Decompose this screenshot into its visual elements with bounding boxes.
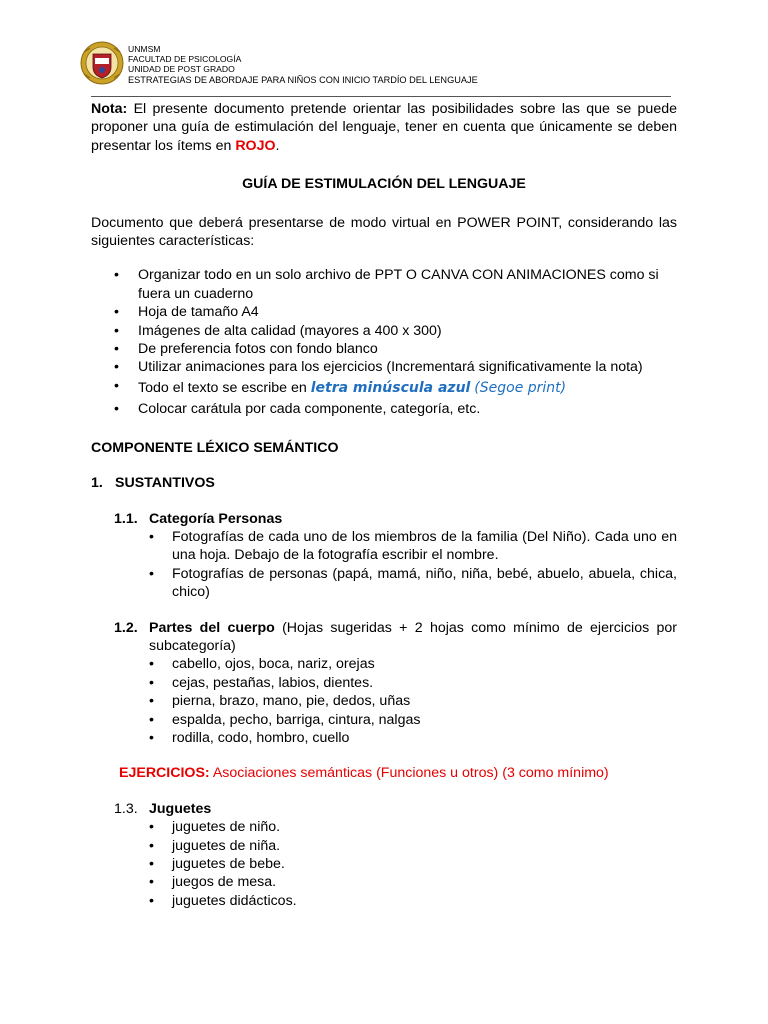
text-style-sample: letra minúscula azul bbox=[310, 379, 471, 396]
section-title: SUSTANTIVOS bbox=[115, 475, 215, 492]
header-course-title: ESTRATEGIAS DE ABORDAJE PARA NIÑOS CON INICIO TARDÍO DEL LENGUAJE bbox=[128, 75, 478, 85]
list-item: • cabello, ojos, boca, nariz, orejas bbox=[91, 655, 677, 673]
subsection-toys bbox=[91, 800, 677, 818]
header-institution bbox=[128, 44, 241, 74]
list-item: • Hoja de tamaño A4 bbox=[91, 303, 677, 321]
note-label: Nota: bbox=[91, 101, 128, 117]
subsection-title: Juguetes bbox=[149, 800, 212, 817]
subsection-title: Categoría Personas bbox=[149, 510, 283, 527]
note-paragraph bbox=[91, 100, 677, 155]
subsection-number: 1.2. bbox=[114, 619, 138, 636]
component-title: COMPONENTE LÉXICO SEMÁNTICO bbox=[91, 439, 339, 456]
subsection-description: (Hojas sugeridas + 2 hojas como mínimo de ejercicios por subcategoría) bbox=[149, 619, 677, 654]
document-body bbox=[91, 100, 677, 910]
exercises-note bbox=[91, 764, 677, 782]
header-divider bbox=[91, 96, 671, 97]
header-unit: UNIDAD DE POST GRADO bbox=[128, 64, 235, 74]
text-style-prefix: Todo el texto se escribe en bbox=[138, 379, 311, 396]
document-header bbox=[80, 40, 680, 92]
header-faculty: FACULTAD DE PSICOLOGÍA bbox=[128, 54, 242, 64]
list-item: • cejas, pestañas, labios, dientes. bbox=[91, 674, 677, 692]
subsection-body-parts bbox=[91, 619, 677, 656]
list-item: • juguetes de niña. bbox=[91, 837, 677, 855]
features-list bbox=[91, 266, 677, 418]
body-parts-list bbox=[91, 655, 677, 747]
list-item: • rodilla, codo, hombro, cuello bbox=[91, 729, 677, 747]
section-heading bbox=[91, 474, 677, 492]
toys-list bbox=[91, 818, 677, 910]
list-item: • Imágenes de alta calidad (mayores a 400 x 300) bbox=[91, 322, 677, 340]
note-end: . bbox=[275, 137, 280, 154]
note-text: El presente documento pretende orientar las posibilidades sobre las que se puede proponer una guía de estimulación del lenguaje, tener en cuenta que únicamente se deben presentar los ítems en bbox=[91, 101, 677, 154]
intro-paragraph: Documento que deberá presentarse de modo virtual en POWER POINT, considerando las siguientes características: bbox=[91, 214, 677, 250]
list-item: • pierna, brazo, mano, pie, dedos, uñas bbox=[91, 692, 677, 710]
list-item: • espalda, pecho, barriga, cintura, nalgas bbox=[91, 711, 677, 729]
list-item: • Fotografías de personas (papá, mamá, niño, niña, bebé, abuelo, abuela, chica, chico) bbox=[91, 565, 677, 602]
page-title: GUÍA DE ESTIMULACIÓN DEL LENGUAJE bbox=[242, 176, 526, 193]
list-item: • Utilizar animaciones para los ejercicios (Incrementará significativamente la nota) bbox=[91, 358, 677, 376]
list-item: • juguetes de niño. bbox=[91, 818, 677, 836]
list-item: • juegos de mesa. bbox=[91, 873, 677, 891]
subsection-number: 1.3. bbox=[114, 800, 138, 817]
exercises-label: EJERCICIOS: bbox=[119, 765, 210, 782]
subsection-personas bbox=[91, 510, 677, 528]
university-seal-icon bbox=[80, 40, 124, 86]
header-university: UNMSM bbox=[128, 44, 161, 54]
note-highlight: ROJO bbox=[235, 137, 276, 154]
list-item: • juguetes de bebe. bbox=[91, 855, 677, 873]
list-item: • Organizar todo en un solo archivo de PPT O CANVA CON ANIMACIONES como si fuera un cuaderno bbox=[91, 266, 677, 303]
list-item: • juguetes didácticos. bbox=[91, 892, 677, 910]
subsection-number: 1.1. bbox=[114, 510, 138, 527]
list-item: • De preferencia fotos con fondo blanco bbox=[91, 340, 677, 358]
subsection-title: Partes del cuerpo bbox=[149, 619, 275, 636]
list-item-text-style bbox=[91, 377, 677, 400]
personas-list bbox=[91, 528, 677, 602]
exercises-text: Asociaciones semánticas (Funciones u otros) (3 como mínimo) bbox=[209, 765, 609, 782]
text-style-font: (Segoe print) bbox=[474, 379, 567, 396]
section-number: 1. bbox=[91, 475, 103, 492]
list-item: • Colocar carátula por cada componente, categoría, etc. bbox=[91, 400, 677, 418]
list-item: • Fotografías de cada uno de los miembros de la familia (Del Niño). Cada uno en una hoja. Debajo de la fotografía escribir el nombre. bbox=[91, 528, 677, 565]
